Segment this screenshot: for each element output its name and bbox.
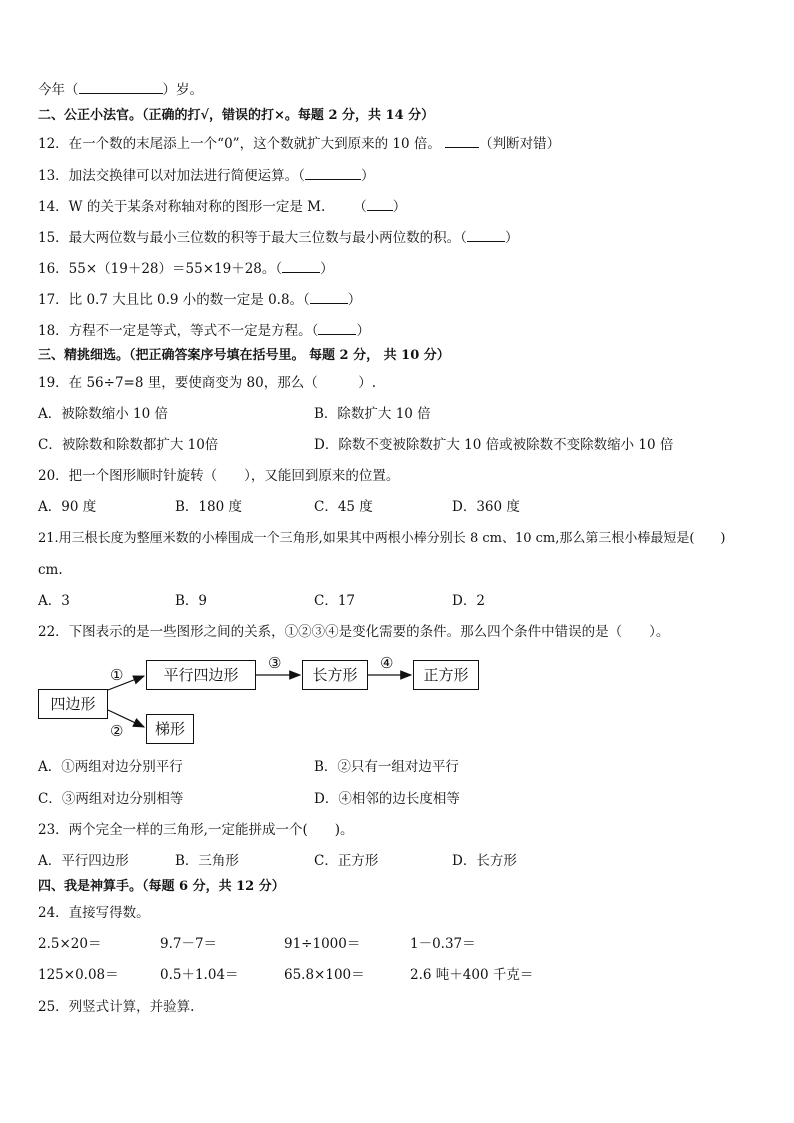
- question-19: 19．在 56÷7=8 里，要使商变为 80，那么（ ）.: [38, 375, 377, 391]
- option-19-a[interactable]: A．被除数缩小 10 倍: [38, 406, 169, 422]
- question-21: 21.用三根长度为整厘米数的小棒围成一个三角形,如果其中两根小棒分别长 8 cm、10 cm,那么第三根小棒最短是( ): [38, 531, 726, 546]
- question-17: 17．比 0.7 大且比 0.9 小的数一定是 0.8。（ ）: [38, 292, 362, 308]
- calc-item: 2.6 吨＋400 千克＝: [410, 967, 534, 983]
- condition-3-label: ③: [268, 654, 282, 672]
- question-14: 14．W 的关于某条对称轴对称的图形一定是 M. （ ）: [38, 199, 407, 215]
- option-23-d[interactable]: D．长方形: [452, 853, 517, 869]
- option-22-b[interactable]: B．②只有一组对边平行: [314, 759, 459, 775]
- option-23-c[interactable]: C．正方形: [314, 853, 379, 869]
- condition-1-label: ①: [110, 666, 124, 684]
- question-15: 15．最大两位数与最小三位数的积等于最大三位数与最小两位数的积。（ ）: [38, 230, 519, 246]
- option-19-b[interactable]: B．除数扩大 10 倍: [314, 406, 431, 422]
- question-16: 16．55×（19＋28）＝55×19＋28。（ ）: [38, 261, 334, 277]
- question-12: 12．在一个数的末尾添上一个“0”，这个数就扩大到原来的 10 倍。 （判断对错）: [38, 136, 561, 152]
- option-21-b[interactable]: B．9: [175, 593, 208, 609]
- option-22-d[interactable]: D．④相邻的边长度相等: [314, 791, 460, 807]
- calc-item: 2.5×20＝: [38, 936, 102, 952]
- question-22: 22．下图表示的是一些图形之间的关系，①②③④是变化需要的条件。那么四个条件中错误的是（ ）。: [38, 624, 670, 640]
- box-trapezoid: 梯形: [146, 714, 194, 744]
- option-20-c[interactable]: C．45 度: [314, 499, 373, 515]
- calc-item: 9.7－7＝: [160, 936, 218, 952]
- condition-4-label: ④: [380, 654, 394, 672]
- box-rectangle: 长方形: [302, 660, 368, 690]
- option-23-a[interactable]: A．平行四边形: [38, 853, 129, 869]
- option-22-a[interactable]: A．①两组对边分别平行: [38, 759, 183, 775]
- option-20-b[interactable]: B．180 度: [175, 499, 242, 515]
- question-20: 20．把一个图形顺时针旋转（ ），又能回到原来的位置。: [38, 468, 400, 484]
- question-24: 24．直接写得数。: [38, 905, 150, 921]
- calc-item: 65.8×100＝: [284, 967, 365, 983]
- option-19-c[interactable]: C．被除数和除数都扩大 10倍: [38, 437, 219, 453]
- option-19-d[interactable]: D．除数不变被除数扩大 10 倍或被除数不变除数缩小 10 倍: [314, 437, 674, 453]
- section-title-3: 三、精挑细选。（把正确答案序号填在括号里。 每题 2 分， 共 10 分）: [38, 348, 450, 363]
- box-parallelogram: 平行四边形: [146, 660, 256, 690]
- calc-item: 0.5＋1.04＝: [160, 967, 239, 983]
- condition-2-label: ②: [110, 722, 124, 740]
- section-title-4: 四、我是神算手。（每题 6 分，共 12 分）: [38, 879, 285, 894]
- option-22-c[interactable]: C．③两组对边分别相等: [38, 791, 184, 807]
- box-square: 正方形: [413, 660, 479, 690]
- option-20-a[interactable]: A．90 度: [38, 499, 97, 515]
- option-21-d[interactable]: D．2: [452, 593, 485, 609]
- option-21-c[interactable]: C．17: [314, 593, 356, 609]
- question-23: 23．两个完全一样的三角形,一定能拼成一个( )。: [38, 822, 354, 838]
- option-21-a[interactable]: A．3: [38, 593, 70, 609]
- question-18: 18．方程不一定是等式，等式不一定是方程。（ ）: [38, 323, 370, 339]
- question-25: 25．列竖式计算，并验算.: [38, 999, 195, 1015]
- question-13: 13．加法交换律可以对加法进行简便运算。（ ）: [38, 168, 375, 184]
- calc-item: 1－0.37＝: [410, 936, 476, 952]
- option-23-b[interactable]: B．三角形: [175, 853, 239, 869]
- box-quadrilateral: 四边形: [38, 689, 108, 719]
- calc-item: 91÷1000＝: [284, 936, 361, 952]
- calc-item: 125×0.08＝: [38, 967, 119, 983]
- question-21-unit: cm.: [38, 562, 63, 578]
- section-title-2: 二、公正小法官。（正确的打√，错误的打×。每题 2 分，共 14 分）: [38, 108, 435, 123]
- option-20-d[interactable]: D．360 度: [452, 499, 520, 515]
- line-age: 今年（ ）岁。: [38, 82, 203, 98]
